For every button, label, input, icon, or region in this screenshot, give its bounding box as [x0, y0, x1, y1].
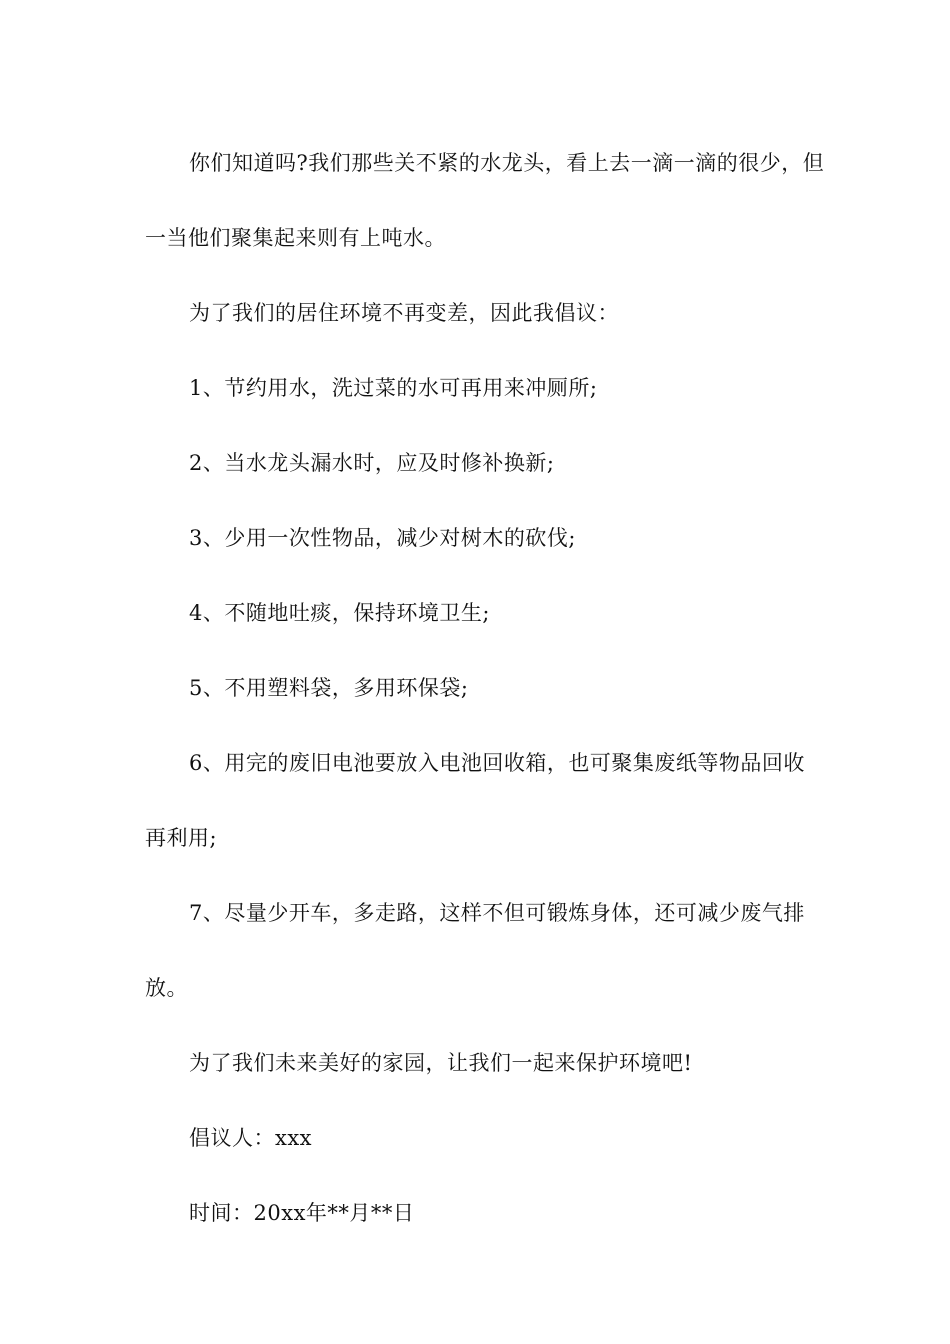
document-body — [145, 126, 825, 1251]
list-item-4: 4、不随地吐痰，保持环境卫生; — [189, 601, 490, 625]
list-item-1: 1、节约用水，洗过菜的水可再用来冲厕所; — [189, 376, 598, 400]
list-item-3: 3、少用一次性物品，减少对树木的砍伐; — [189, 526, 576, 550]
list-item-7: 7、尽量少开车，多走路，这样不但可锻炼身体，还可减少废气排放。 — [145, 901, 805, 1000]
date-line: 时间：20xx年**月**日 — [189, 1201, 415, 1225]
paragraph-intro: 你们知道吗?我们那些关不紧的水龙头，看上去一滴一滴的很少，但一当他们聚集起来则有上吨水。 — [145, 151, 825, 250]
paragraph-proposal: 为了我们的居住环境不再变差，因此我倡议： — [189, 301, 619, 325]
proposer-line: 倡议人：xxx — [189, 1126, 313, 1150]
list-item-2: 2、当水龙头漏水时，应及时修补换新; — [189, 451, 555, 475]
paragraph-closing: 为了我们未来美好的家园，让我们一起来保护环境吧! — [189, 1051, 693, 1075]
list-item-5: 5、不用塑料袋，多用环保袋; — [189, 676, 469, 700]
list-item-6: 6、用完的废旧电池要放入电池回收箱，也可聚集废纸等物品回收再利用; — [145, 751, 805, 850]
